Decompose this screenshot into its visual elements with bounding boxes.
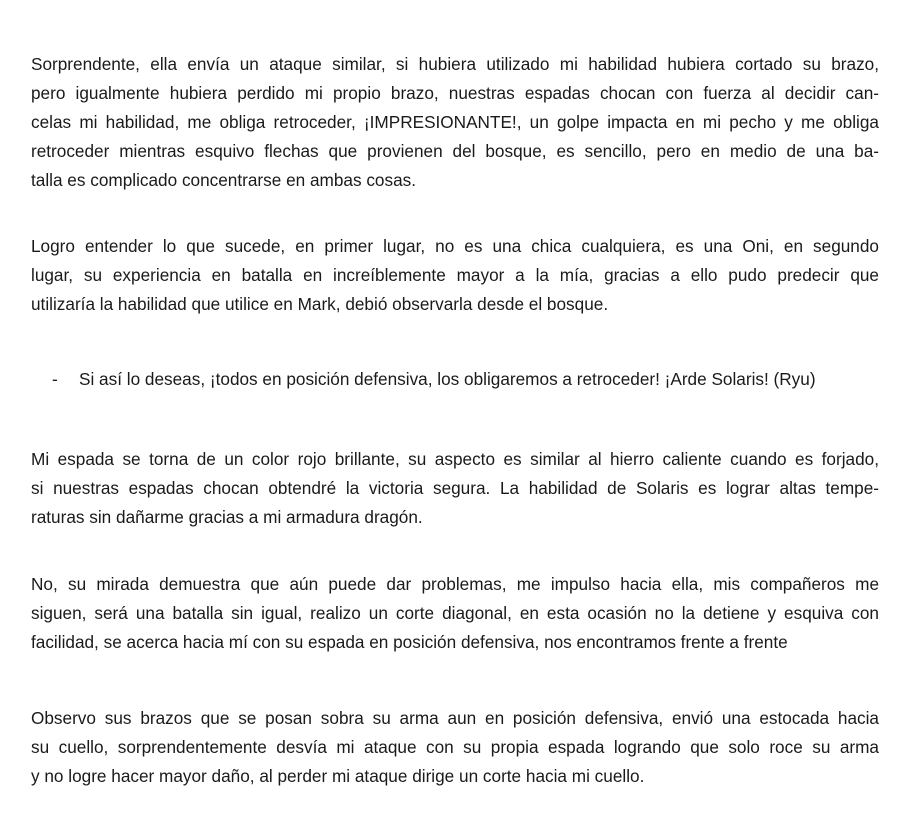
text-line: Sorprendente, ella envía un ataque similar, si hubiera utilizado mi habilidad hubiera cortado su brazo, (31, 54, 879, 74)
text-line: su cuello, sorprendentemente desvía mi ataque con su propia espada logrando que solo roce su arma (31, 737, 879, 757)
dialogue-text: Si así lo deseas, ¡todos en posición defensiva, los obligaremos a retroceder! ¡Arde Solaris! (Ryu) (79, 369, 816, 389)
text-line: Observo sus brazos que se posan sobra su arma aun en posición defensiva, envió una estocada hacia (31, 708, 879, 728)
text-line: Logro entender lo que sucede, en primer lugar, no es una chica cualquiera, es una Oni, en segundo (31, 236, 879, 256)
paragraph-3 (31, 445, 879, 532)
dialogue-line (52, 365, 892, 394)
text-line: siguen, será una batalla sin igual, realizo un corte diagonal, en esta ocasión no la detiene y esquiva con (31, 603, 879, 623)
text-line: talla es complicado concentrarse en ambas cosas. (31, 170, 417, 190)
text-line: pero igualmente hubiera perdido mi propio brazo, nuestras espadas chocan con fuerza al decidir can- (31, 83, 879, 103)
text-line: lugar, su experiencia en batalla en increíblemente mayor a la mía, gracias a ello pudo predecir que (31, 265, 879, 285)
paragraph-5 (31, 704, 879, 791)
paragraph-4 (31, 570, 879, 657)
text-line: raturas sin dañarme gracias a mi armadura dragón. (31, 507, 423, 527)
text-line: retroceder mientras esquivo flechas que provienen del bosque, es sencillo, pero en medio de una ba- (31, 141, 879, 161)
text-line: No, su mirada demuestra que aún puede dar problemas, me impulso hacia ella, mis compañeros me (31, 574, 879, 594)
text-line: celas mi habilidad, me obliga retroceder, ¡IMPRESIONANTE!, un golpe impacta en mi pecho y me obliga (31, 112, 879, 132)
text-line: Mi espada se torna de un color rojo brillante, su aspecto es similar al hierro caliente cuando es forjado, (31, 449, 879, 469)
text-line: si nuestras espadas chocan obtendré la victoria segura. La habilidad de Solaris es lograr altas tempe- (31, 478, 879, 498)
paragraph-1 (31, 50, 879, 195)
paragraph-2 (31, 232, 879, 319)
dialogue-dash: - (52, 369, 58, 389)
text-line: facilidad, se acerca hacia mí con su espada en posición defensiva, nos encontramos frente a frente (31, 632, 788, 652)
text-line: y no logre hacer mayor daño, al perder mi ataque dirige un corte hacia mi cuello. (31, 766, 645, 786)
text-line: utilizaría la habilidad que utilice en Mark, debió observarla desde el bosque. (31, 294, 609, 314)
